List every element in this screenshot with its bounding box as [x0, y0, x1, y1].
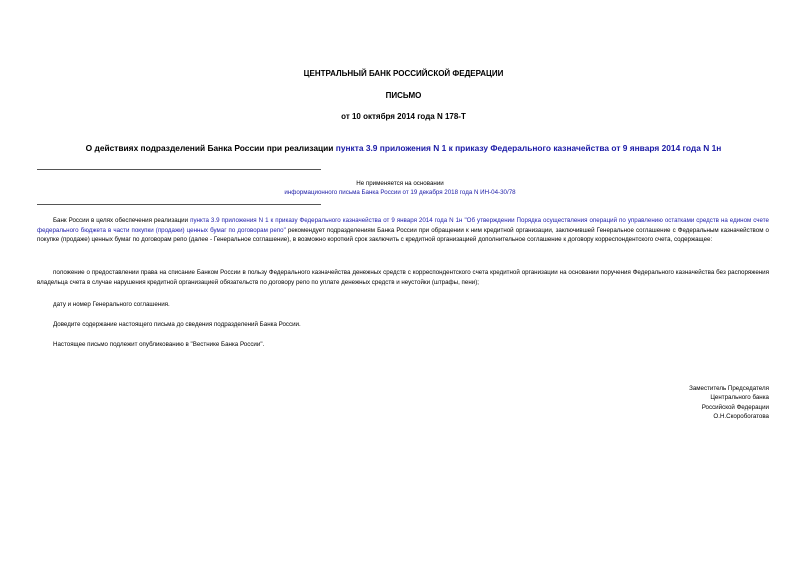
paragraph-1-start: Банк России в целях обеспечения реализации: [53, 217, 191, 224]
signature-org-2: Российской Федерации: [701, 403, 769, 411]
signature-org-1: Центрального банка: [710, 394, 769, 402]
document-date-number: от 10 октября 2014 года N 178-Т: [341, 112, 466, 121]
divider-bottom: [37, 204, 321, 205]
signature-position: Заместитель Председателя: [689, 385, 769, 392]
paragraph-4: Доведите содержание настоящего письма до сведения подразделений Банка России.: [53, 321, 301, 328]
title-link[interactable]: пункта 3.9 приложения N 1 к приказу Федерального казначейства от 9 января 2014 года N 1н: [335, 143, 722, 153]
document-title: [30, 143, 777, 153]
paragraph-1-end: рекомендует подразделениям Банка России при обращении к ним кредитной организации, заключившей Генеральное соглашение с Федеральным казначейством о покупке (продаже) ценных бумаг по договорам репо (далее - Генеральное соглашение), в возможно короткий срок заключить с кредитной организацией дополнительное соглашение к договору корреспондентского счета, содержащее:: [37, 226, 769, 244]
signature-block: [569, 384, 769, 422]
divider-top: [37, 169, 321, 170]
status-note-text: Не применяется на основании: [356, 180, 444, 187]
paragraph-5: Настоящее письмо подлежит опубликованию в "Вестнике Банка России".: [53, 341, 265, 348]
paragraph-3: дату и номер Генерального соглашения.: [53, 301, 170, 308]
title-prefix: О действиях подразделений Банка России при реализации: [85, 143, 336, 153]
status-note-link[interactable]: информационного письма Банка России от 19 декабря 2018 года N ИН-04-30/78: [284, 188, 516, 196]
document-type: ПИСЬМО: [385, 91, 422, 100]
paragraph-1-link[interactable]: пункта 3.9 приложения N 1 к приказу Федерального казначейства от 9 января 2014 года N 1н "Об утверждении Порядка осуществления операций по управлению остатками средств на едином счете федерального бюджета в части покупки (продажи) ценных бумаг по договорам репо": [37, 217, 769, 234]
signature-name: О.Н.Скоробогатова: [713, 413, 769, 421]
paragraph-1: [37, 216, 769, 245]
organization-heading: ЦЕНТРАЛЬНЫЙ БАНК РОССИЙСКОЙ ФЕДЕРАЦИИ: [303, 69, 504, 78]
status-note: [200, 180, 600, 197]
paragraph-2: положение о предоставлении права на списание Банком России в пользу Федерального казначейства денежных средств с корреспондентского счета кредитной организации на основании поручения Федерального казначейства без распоряжения владельца счета в случае нарушения кредитной организацией обязательств по договору репо по уплате денежных средств и неустойки (штрафы, пени);: [37, 269, 769, 286]
